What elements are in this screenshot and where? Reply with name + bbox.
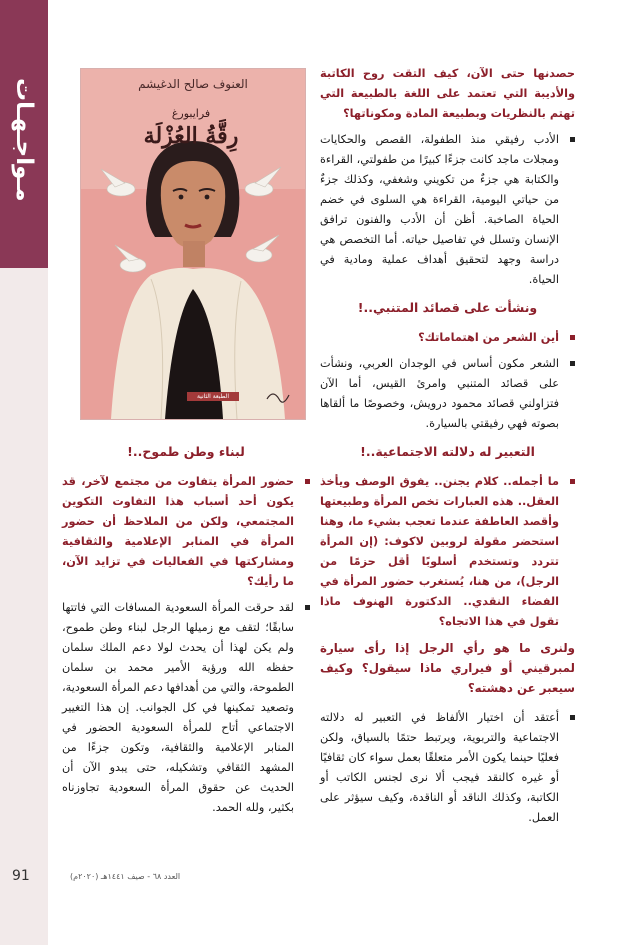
page-number: 91	[12, 868, 30, 884]
question-expression: ما أجمله.. كلام يجنن.. يفوق الوصف ويأخذ العقل.. هذه العبارات تخص المرأة وطبيعتها وأقصد العاطفة عندما تعجب بشيء ما، وهنا استحضر مقولة لروبين لاكوف: (إن المرأة تتردد وتستخدم أسلوبًا أقل حزمًا من الرجل)، من هنا، يُستغرب حضور المرأة في الفضاء النقدي.. الدكتورة الهنوف ماذا تقول في هذا الاتجاه؟	[320, 472, 575, 632]
section-label: مـواجـهـات	[11, 78, 37, 202]
question-women-presence: حضور المرأة يتفاوت من مجتمع لآخر، قد يكون أحد أسباب هذا التفاوت التكوين المجتمعي، ولكن من الملاحظ أن حضور المرأة في المنابر الإعلامية والثقافية ومشاركتها في الفعاليات في تزايد الآن، ما رأيك؟	[62, 472, 310, 592]
answer-women-presence: لقد حرقت المرأة السعودية المسافات التي فاتتها سابقًا؛ لتقف مع زميلها الرجل لبناء وطن طموح، ولم يكن لهذا أن يحدث لولا دعم الملك سلمان حفظه الله ورؤية الأمير محمد بن سلمان الطموحة، والتي من أهدافها دعم المرأة السعودية، وتصعيد تمكينها في كل الجوانب. إن هذا التغيير الاجتماعي أتاح للمرأة السعودية الحضور في المنابر الإعلامية والثقافية، وتكون جزءًا من المشهد الثقافي وتشكيله، حتى يبدو الآن أن الحديث عن حقوق المرأة السعودية تجاوزناه بكثير، ولله الحمد.	[62, 598, 310, 818]
heading-social-meaning: التعبير له دلالته الاجتماعية..!	[360, 444, 535, 459]
answer-poetry: الشعر مكون أساس في الوجدان العربي، ونشأت على قصائد المتنبي وامرئ القيس، أما الآن فتزاولني قصائد محمود درويش، وخصوصًا ما ألقاها بصوته فهي رفيقتي بالسيارة.	[320, 354, 575, 434]
cover-title: رِقَّةُ العُزْلَة	[143, 123, 239, 149]
book-cover-image	[80, 68, 306, 420]
right-column	[320, 64, 575, 834]
cover-author: العنوف صالح الدغيشم	[138, 77, 248, 91]
answer-expression: أعتقد أن اختيار الألفاظ في التعبير له دلالته الاجتماعية والتربوية، ويرتبط حتمًا بالسياق، ولكن فعليًا حينما يكون الأمر متعلقًا بعمل سواء كان ثقافيًا أو غيره كالنقد فيجب ألا نرى لجنس الكاتب أو الكاتبة، وكذلك الناقد أو الناقدة، وكيف سيؤثر على العمل.	[320, 708, 575, 828]
question-poetry: أين الشعر من اهتماماتك؟	[320, 328, 575, 348]
issue-footer: العدد ٦٨ - صيف ١٤٤١هـ (٢٠٢٠م)	[70, 872, 181, 881]
intro-question: حصدنها حتى الآن، كيف التقت روح الكاتبة والأديبة التي تعتمد على اللغة بالطبيعة التي تهتم بالنظريات وبطبيعة المادة ومكوناتها؟	[320, 67, 575, 120]
heading-mutanabbi: ونشأت على قصائد المتنبي..!	[357, 300, 538, 315]
heading-ambitious-nation: لبناء وطن طموح..!	[127, 444, 245, 459]
left-column	[62, 434, 310, 824]
cover-edition-badge: الطبعة الثانية	[187, 392, 239, 401]
question-car: ولنرى ما هو رأي الرجل إذا رأى سيارة لمبرقيني أو فيراري ماذا سيقول؟ وكيف سيعبر عن دهشته؟	[320, 641, 575, 695]
cover-illustration	[81, 69, 305, 419]
cover-genre: فرايبورغ	[171, 107, 211, 120]
answer-literature: الأدب رفيقي منذ الطفولة، القصص والحكايات ومجلات ماجد كانت جزءًا كبيرًا من طفولتي، القراءة والكتابة هي جزءٌ من تكويني وشغفي، وكذلك جزءٌ من حياتي اليومية، القراءة هي السلوى في خضم الحياة الصاخبة. أظن أن الأدب والفنون ترافق الإنسان وتسلل في تفاصيل حياته. أما التخصص هي دراسة وجهد لتحقيق أهداف عملية ومادية في الحياة.	[320, 130, 575, 290]
